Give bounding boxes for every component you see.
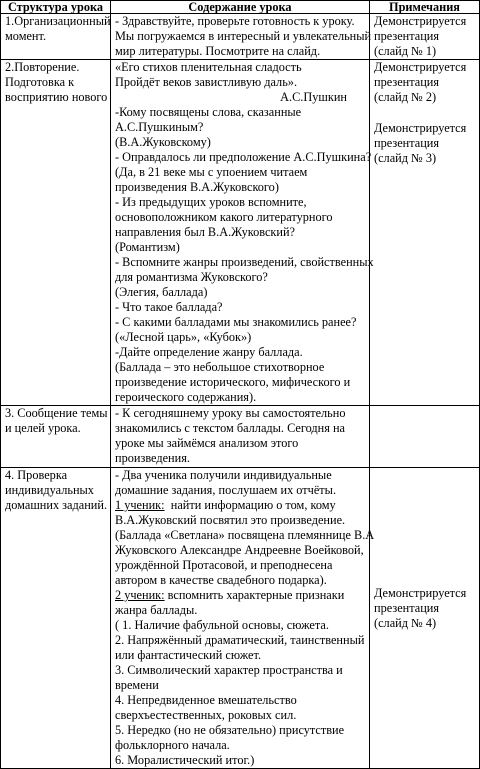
header-content: Содержание урока	[111, 1, 370, 14]
row1-structure: 1.Организационный момент.	[1, 14, 111, 60]
row4-structure: 4. Проверка индивидуальных домашних заданий.	[1, 468, 111, 769]
row2-notes: Демонстрируется презентация (слайд № 2) Демонстрируется презентация (слайд № 3)	[370, 60, 480, 406]
row4-content: - Два ученика получили индивидуальные домашние задания, послушаем их отчёты. 1 ученик: найти информацию о том, кому В.А.Жуковский посвятил это произведение. (Баллада «Светлана» посвящена племяннице В.А Жуковского Александре Андреевне Воейковой, урождённой Протасовой, и преподнесена автором в качестве свадебного подарка). 2 ученик: вспомнить характерные признаки жанра баллады. ( 1. Наличие фабульной основы, сюжета. 2. Напряжённый драматический, таинственный или фантастический сюжет. 3. Символический характер пространства и времени 4. Непредвиденное вмешательство сверхъестественных, роковых сил. 5. Нередко (но не обязательно) присутствие фольклорного начала. 6. Моралистический итог.)	[111, 468, 370, 769]
row2-structure: 2.Повторение. Подготовка к восприятию нового	[1, 60, 111, 406]
row3-content: - К сегодняшнему уроку вы самостоятельно знакомились с текстом баллады. Сегодня на уроке мы займёмся анализом этого произведения.	[111, 406, 370, 468]
row1-notes: Демонстрируется презентация (слайд № 1)	[370, 14, 480, 60]
student-1-label: 1 ученик:	[115, 498, 165, 512]
student-2-label: 2 ученик:	[115, 588, 165, 602]
table-header-row	[1, 1, 480, 14]
row3-structure: 3. Сообщение темы и целей урока.	[1, 406, 111, 468]
table-row	[1, 14, 480, 60]
header-structure: Структура урока	[1, 1, 111, 14]
quote-author: А.С.Пушкин	[280, 90, 347, 104]
row2-content: «Его стихов пленительная сладость Пройдёт веков завистливую даль». А.С.Пушкин -Кому посвящены слова, сказанные А.С.Пушкиным? (В.А.Жуковскому) - Оправдалось ли предположение А.С.Пушкина? (Да, в 21 веке мы с упоением читаем произведения В.А.Жуковского) - Из предыдущих уроков вспомните, основоположником какого литературного направления был В.А.Жуковский? (Романтизм) - Вспомните жанры произведений, свойственных для романтизма Жуковского? (Элегия, баллада) - Что такое баллада? - С какими балладами мы знакомились ранее? («Лесной царь», «Кубок») -Дайте определение жанру баллада. (Баллада – это небольшое стихотворное произведение исторического, мифического и героического содержания).	[111, 60, 370, 406]
table-row	[1, 60, 480, 406]
table-row	[1, 468, 480, 769]
header-notes: Примечания	[370, 1, 480, 14]
table-row	[1, 406, 480, 468]
row3-notes	[370, 406, 480, 468]
row1-content: - Здравствуйте, проверьте готовность к уроку. Мы погружаемся в интересный и увлекательный мир литературы. Посмотрите на слайд.	[111, 14, 370, 60]
row4-notes: Демонстрируется презентация (слайд № 4)	[370, 468, 480, 769]
